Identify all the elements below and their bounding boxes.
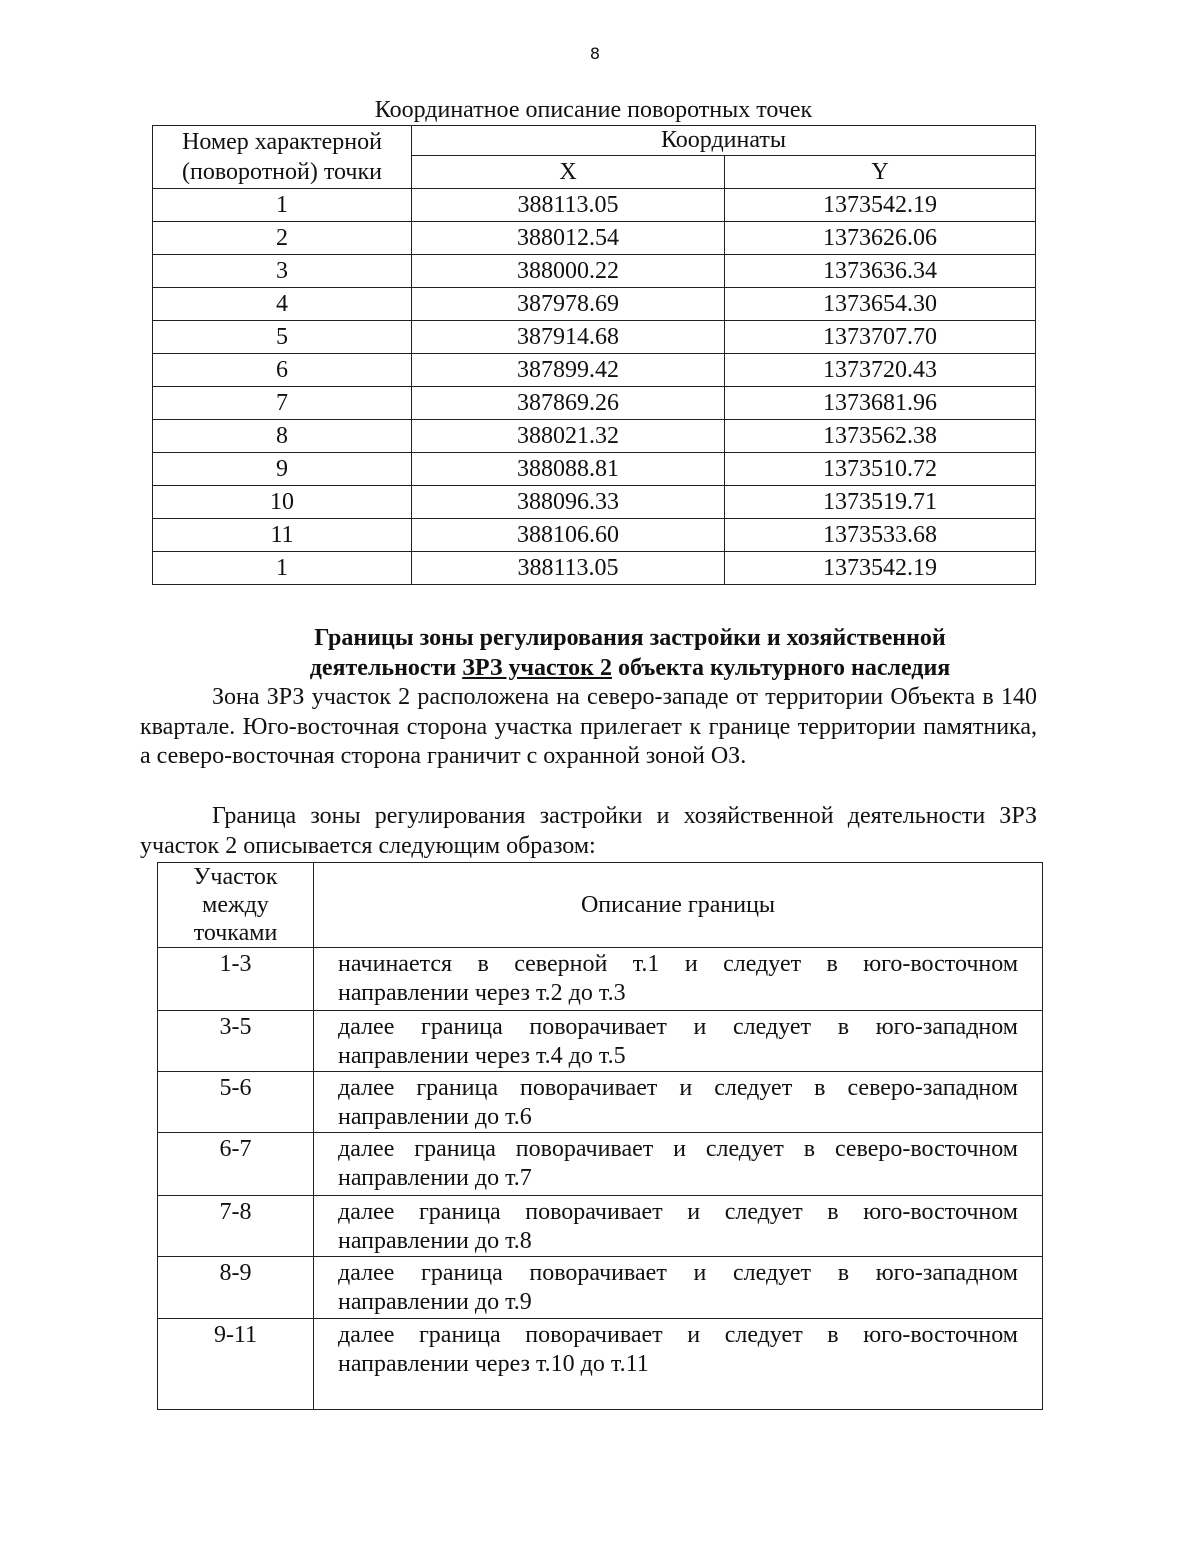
header-line: Участок xyxy=(193,864,278,890)
cell-n: 8 xyxy=(153,420,412,453)
paragraph-1: Зона ЗРЗ участок 2 расположена на северо-западе от территории Объекта в 140 квартале. Юго-восточная сторона участка прилегает к границе территории памятника, а северо-восточная сторона граничит с охранной зоной ОЗ. xyxy=(140,684,1037,770)
header-point-number xyxy=(153,126,412,189)
table-row xyxy=(153,420,1036,453)
cell-x: 387899.42 xyxy=(412,354,725,387)
cell-y: 1373654.30 xyxy=(725,288,1036,321)
cell-segment: 9-11 xyxy=(158,1319,314,1410)
table-row xyxy=(153,321,1036,354)
cell-description: далее граница поворачивает и следует в юго-западном направлении до т.9 xyxy=(314,1257,1043,1319)
table-row xyxy=(153,288,1036,321)
table-row xyxy=(158,1196,1043,1257)
cell-n: 6 xyxy=(153,354,412,387)
table-row xyxy=(158,1133,1043,1196)
cell-x: 388096.33 xyxy=(412,486,725,519)
cell-n: 5 xyxy=(153,321,412,354)
cell-n: 3 xyxy=(153,255,412,288)
header-line: между xyxy=(202,892,269,918)
header-description: Описание границы xyxy=(314,863,1043,948)
cell-y: 1373636.34 xyxy=(725,255,1036,288)
header-line: (поворотной) точки xyxy=(182,159,382,185)
cell-x: 387914.68 xyxy=(412,321,725,354)
table-row xyxy=(153,255,1036,288)
cell-segment: 6-7 xyxy=(158,1133,314,1196)
table-row xyxy=(153,486,1036,519)
cell-y: 1373542.19 xyxy=(725,552,1036,585)
cell-x: 388012.54 xyxy=(412,222,725,255)
cell-n: 1 xyxy=(153,552,412,585)
cell-description: начинается в северной т.1 и следует в юго-восточном направлении через т.2 до т.3 xyxy=(314,948,1043,1011)
table-row xyxy=(153,453,1036,486)
cell-segment: 1-3 xyxy=(158,948,314,1011)
header-line: точками xyxy=(193,920,278,946)
cell-segment: 5-6 xyxy=(158,1072,314,1133)
cell-segment: 3-5 xyxy=(158,1011,314,1072)
header-y: Y xyxy=(725,156,1036,189)
cell-y: 1373681.96 xyxy=(725,387,1036,420)
table-row xyxy=(153,189,1036,222)
table-row xyxy=(158,948,1043,1011)
table-row xyxy=(153,387,1036,420)
cell-x: 388088.81 xyxy=(412,453,725,486)
cell-x: 388113.05 xyxy=(412,189,725,222)
cell-n: 2 xyxy=(153,222,412,255)
cell-y: 1373510.72 xyxy=(725,453,1036,486)
cell-description: далее граница поворачивает и следует в юго-восточном направлении через т.10 до т.11 xyxy=(314,1319,1043,1410)
cell-x: 388021.32 xyxy=(412,420,725,453)
cell-n: 1 xyxy=(153,189,412,222)
heading-text: объекта культурного наследия xyxy=(611,655,951,681)
heading-line2 xyxy=(140,653,1120,683)
cell-x: 388106.60 xyxy=(412,519,725,552)
cell-n: 11 xyxy=(153,519,412,552)
cell-description: далее граница поворачивает и следует в северо-восточном направлении до т.7 xyxy=(314,1133,1043,1196)
cell-description: далее граница поворачивает и следует в юго-западном направлении через т.4 до т.5 xyxy=(314,1011,1043,1072)
cell-x: 387978.69 xyxy=(412,288,725,321)
table-row xyxy=(153,519,1036,552)
boundary-description-table xyxy=(157,862,1043,1410)
cell-y: 1373720.43 xyxy=(725,354,1036,387)
cell-y: 1373519.71 xyxy=(725,486,1036,519)
table-row xyxy=(158,1319,1043,1410)
heading-underlined: ЗРЗ участок 2 xyxy=(462,655,612,681)
table1-caption: Координатное описание поворотных точек xyxy=(374,97,813,123)
table-row xyxy=(153,222,1036,255)
cell-x: 388000.22 xyxy=(412,255,725,288)
cell-x: 388113.05 xyxy=(412,552,725,585)
cell-n: 10 xyxy=(153,486,412,519)
table-row xyxy=(158,1072,1043,1133)
header-x: X xyxy=(412,156,725,189)
header-coordinates: Координаты xyxy=(412,126,1036,156)
coordinates-table xyxy=(152,125,1036,585)
table-row xyxy=(153,354,1036,387)
cell-description: далее граница поворачивает и следует в северо-западном направлении до т.6 xyxy=(314,1072,1043,1133)
heading-line1: Границы зоны регулирования застройки и хозяйственной xyxy=(314,625,946,651)
cell-y: 1373542.19 xyxy=(725,189,1036,222)
header-segment xyxy=(158,863,314,948)
table-row xyxy=(158,1257,1043,1319)
header-line: Номер характерной xyxy=(182,129,382,155)
paragraph-2: Граница зоны регулирования застройки и хозяйственной деятельности ЗРЗ участок 2 описывается следующим образом: xyxy=(140,803,1037,859)
cell-segment: 7-8 xyxy=(158,1196,314,1257)
section-heading xyxy=(140,623,1120,683)
heading-text: деятельности xyxy=(309,655,463,681)
cell-y: 1373533.68 xyxy=(725,519,1036,552)
table-row xyxy=(158,1011,1043,1072)
cell-y: 1373707.70 xyxy=(725,321,1036,354)
cell-n: 4 xyxy=(153,288,412,321)
table-row xyxy=(153,552,1036,585)
cell-description: далее граница поворачивает и следует в юго-восточном направлении до т.8 xyxy=(314,1196,1043,1257)
cell-y: 1373626.06 xyxy=(725,222,1036,255)
cell-n: 7 xyxy=(153,387,412,420)
cell-n: 9 xyxy=(153,453,412,486)
cell-x: 387869.26 xyxy=(412,387,725,420)
cell-y: 1373562.38 xyxy=(725,420,1036,453)
page-number: 8 xyxy=(589,44,601,63)
cell-segment: 8-9 xyxy=(158,1257,314,1319)
